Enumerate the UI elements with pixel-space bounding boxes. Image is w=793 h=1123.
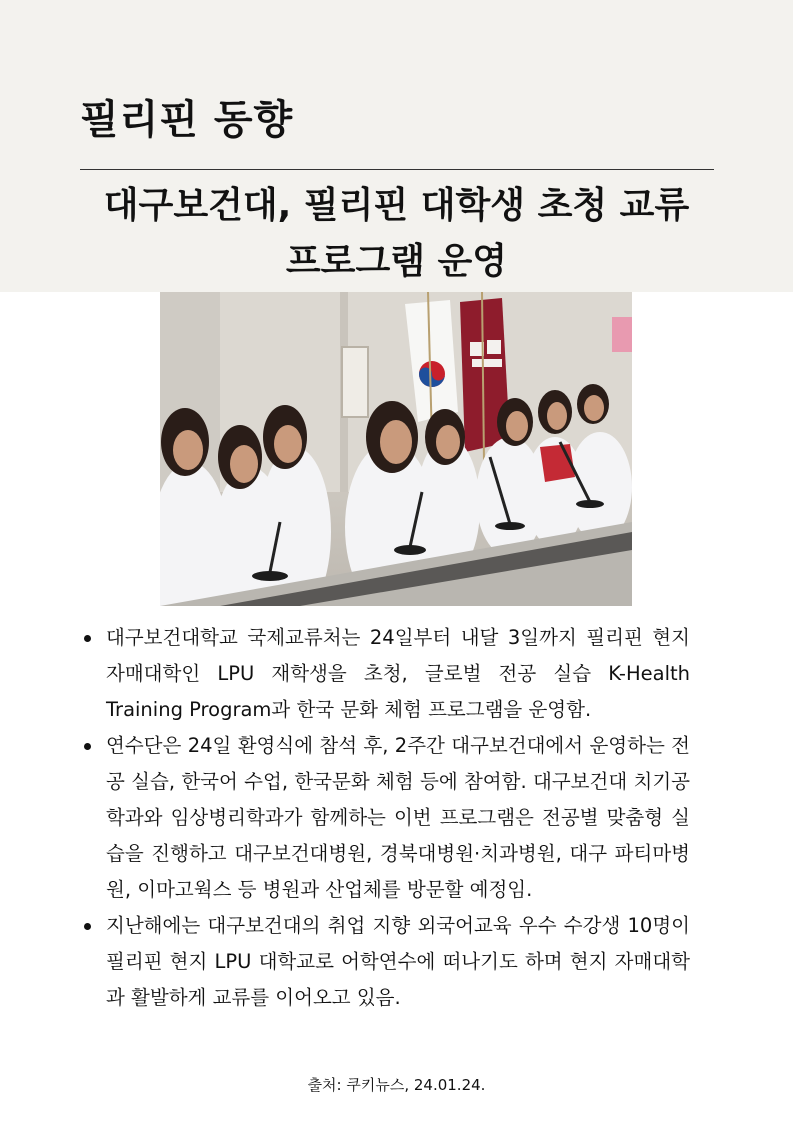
article-headline (60, 178, 733, 290)
bullet-item (80, 620, 690, 728)
bullet-text: 대구보건대학교 국제교류처는 24일부터 내달 3일까지 필리핀 현지 자매대학인 LPU 재학생을 초청, 글로벌 전공 실습 K-Health Training Program과 한국 문화 체험 프로그램을 운영함. (106, 626, 690, 721)
bullet-item (80, 728, 690, 908)
bullet-text: 연수단은 24일 환영식에 참석 후, 2주간 대구보건대에서 운영하는 전공 실습, 한국어 수업, 한국문화 체험 등에 참여함. 대구보건대 치기공학과와 임상병리학과가 함께하는 이번 프로그램은 전공별 맞춤형 실습을 진행하고 대구보건대병원, 경북대병원·치과병원, 대구 파티마병원, 이마고웍스 등 병원과 산업체를 방문할 예정임. (106, 734, 690, 901)
headline-line-2: 프로그램 운영 (285, 241, 508, 282)
bullet-text: 지난해에는 대구보건대의 취업 지향 외국어교육 우수 수강생 10명이 필리핀 현지 LPU 대학교로 어학연수에 떠나기도 하며 현지 자매대학과 활발하게 교류를 이어오고 있음. (106, 914, 690, 1009)
section-title: 필리핀 동향 (80, 97, 294, 143)
title-divider (80, 169, 714, 170)
source-citation: 출처: 쿠키뉴스, 24.01.24. (307, 1076, 486, 1094)
bullet-item (80, 908, 690, 1016)
photo-illustration (160, 292, 632, 606)
headline-line-1: 대구보건대, 필리핀 대학생 초청 교류 (103, 185, 690, 226)
bullet-list (80, 620, 690, 1016)
bullet-dot (84, 743, 91, 750)
article-photo (160, 292, 632, 606)
bullet-dot (84, 923, 91, 930)
bullet-dot (84, 635, 91, 642)
